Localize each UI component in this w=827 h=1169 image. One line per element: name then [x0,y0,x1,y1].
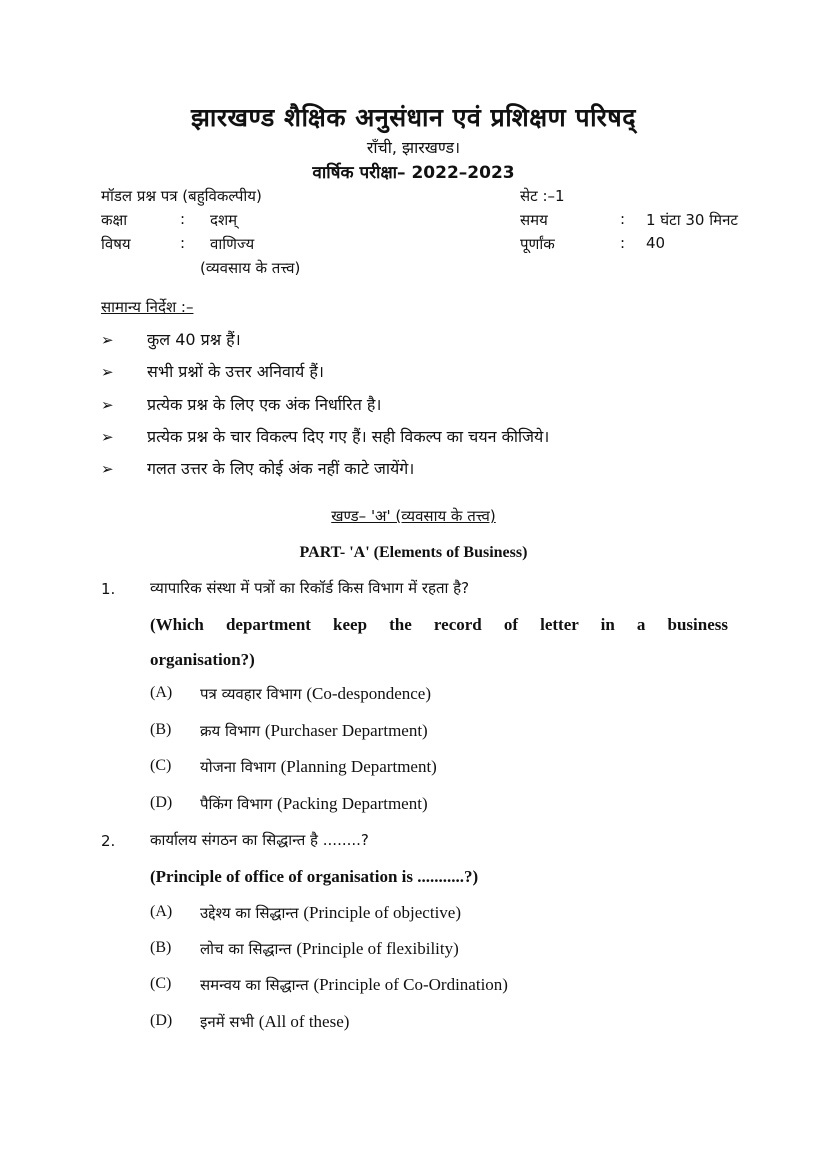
instructions-heading: सामान्य निर्देश :– [101,298,194,316]
option-text: लोच का सिद्धान्त (Principle of flexibility) [200,939,459,958]
option-text: पैकिंग विभाग (Packing Department) [200,794,428,813]
option-text: पत्र व्यवहार विभाग (Co-despondence) [200,684,431,703]
option-letter: (A) [150,684,173,701]
option-text: समन्वय का सिद्धान्त (Principle of Co-Ordination) [200,975,508,994]
option-text: क्रय विभाग (Purchaser Department) [200,721,428,740]
question-number: 2. [101,832,116,850]
subject-colon: : [180,234,186,252]
arrow-bullet-icon: ➢ [101,428,114,446]
option-letter: (A) [150,903,173,920]
instruction-item [101,360,324,382]
question-text-hindi: व्यापारिक संस्था में पत्रों का रिकॉर्ड किस विभाग में रहता है? [150,579,470,597]
question-number: 1. [101,580,116,598]
class-label: कक्षा [101,211,128,229]
option-text: उद्देश्य का सिद्धान्त (Principle of objective) [200,903,462,922]
option-letter: (C) [150,975,172,992]
instruction-text: प्रत्येक प्रश्न के लिए एक अंक निर्धारित है। [147,395,382,414]
question-text-english: (Which department keep the record of letter in a business [150,615,728,634]
class-colon: : [180,210,186,228]
marks-colon: : [620,234,626,252]
question-text-hindi: कार्यालय संगठन का सिद्धान्त है ........? [150,831,369,849]
instruction-item [101,425,549,447]
question-text-english: (Principle of office of organisation is ...........?) [150,867,479,886]
arrow-bullet-icon: ➢ [101,331,114,349]
instruction-item [101,393,381,415]
option-letter: (B) [150,721,172,738]
option-letter: (C) [150,757,172,774]
instruction-text: सभी प्रश्नों के उत्तर अनिवार्य हैं। [147,362,324,381]
marks-value: 40 [646,234,666,252]
class-value: दशम् [210,211,238,229]
instruction-item [101,328,241,350]
time-value: 1 घंटा 30 मिनट [646,211,738,229]
document-title: झारखण्ड शैक्षिक अनुसंधान एवं प्रशिक्षण परिषद् [190,103,637,132]
section-heading-hindi: खण्ड– 'अ' (व्यवसाय के तत्त्व) [331,507,496,525]
time-colon: : [620,210,626,228]
arrow-bullet-icon: ➢ [101,363,114,381]
option-text: योजना विभाग (Planning Department) [200,757,437,776]
arrow-bullet-icon: ➢ [101,396,114,414]
document-location: राँची, झारखण्ड। [366,138,461,157]
time-label: समय [520,211,548,229]
question-text-english-cont: organisation?) [150,650,255,669]
set-label: सेट :–1 [520,187,565,205]
paper-type: मॉडल प्रश्न पत्र (बहुविकल्पीय) [101,187,262,205]
section-heading-english: PART- 'A' (Elements of Business) [299,544,528,561]
option-letter: (B) [150,939,172,956]
instruction-text: गलत उत्तर के लिए कोई अंक नहीं काटे जायेंगे। [147,459,415,478]
subject-subtitle: (व्यवसाय के तत्त्व) [200,259,301,277]
instruction-text: कुल 40 प्रश्न हैं। [147,330,241,349]
marks-label: पूर्णांक [520,235,555,253]
exam-title: वार्षिक परीक्षा– 2022–2023 [312,163,515,183]
instruction-text: प्रत्येक प्रश्न के चार विकल्प दिए गए हैं। सही विकल्प का चयन कीजिये। [147,427,550,446]
arrow-bullet-icon: ➢ [101,460,114,478]
subject-value: वाणिज्य [210,235,255,253]
option-letter: (D) [150,1012,173,1029]
subject-label: विषय [101,235,131,253]
instruction-item [101,457,414,479]
option-letter: (D) [150,794,173,811]
option-text: इनमें सभी (All of these) [200,1012,350,1031]
